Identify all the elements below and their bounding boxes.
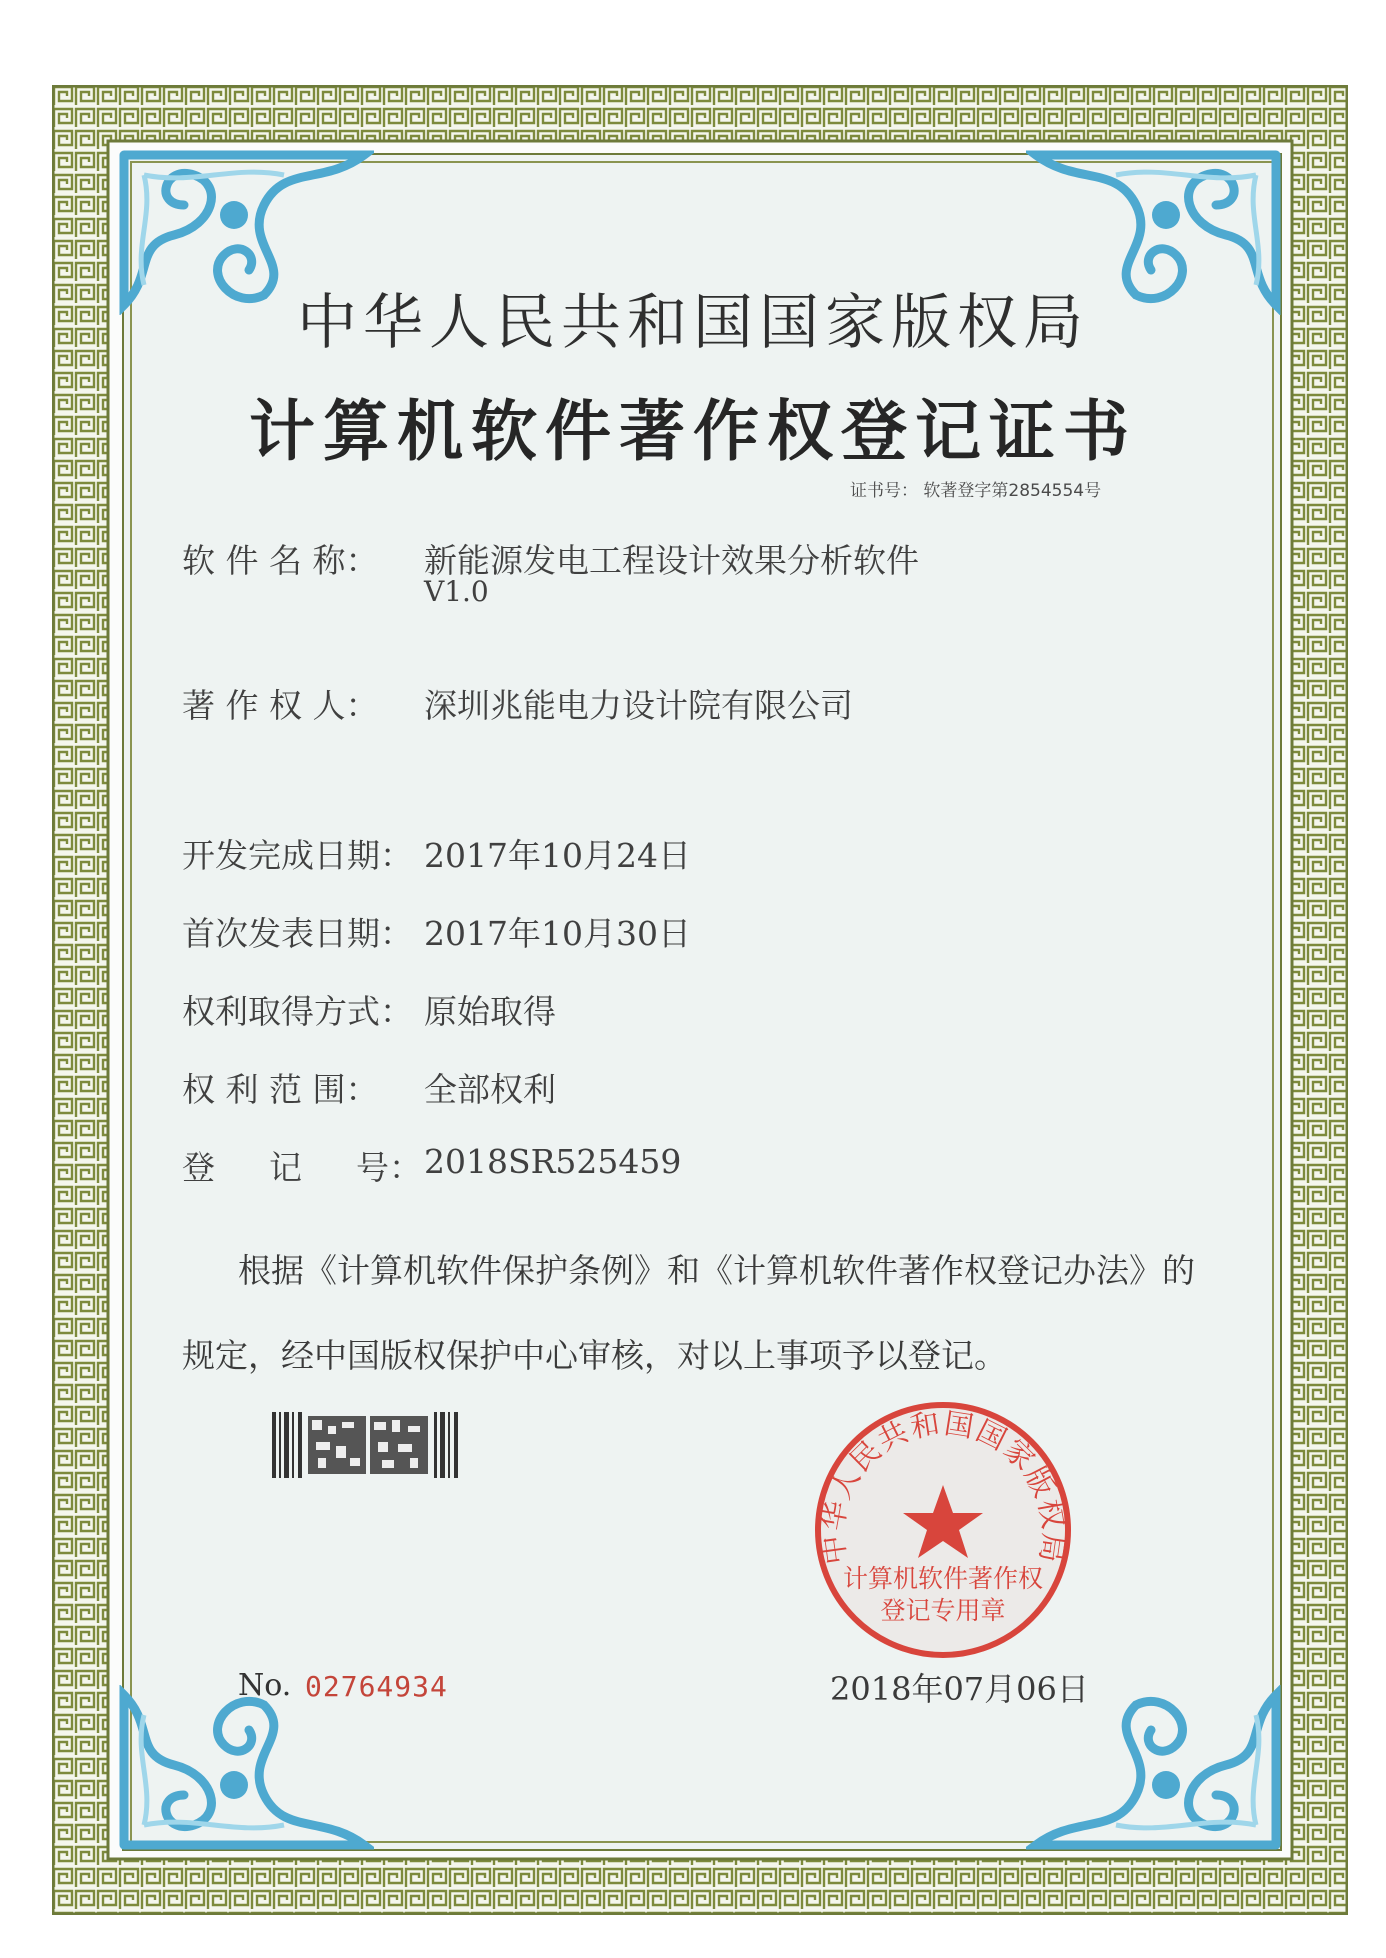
- certificate-number-value: 软著登字第2854554号: [923, 481, 1102, 501]
- certificate-title: 计算机软件著作权登记证书: [249, 392, 1137, 470]
- field-label-publish-date: 首次发表日期：: [182, 914, 413, 953]
- statement-line-1: 根据《计算机软件保护条例》和《计算机软件著作权登记办法》的: [238, 1251, 1195, 1290]
- field-value-registration-no: 2018SR525459: [424, 1142, 682, 1181]
- seal-ring-text: 中华人民共和国国家版权局: [815, 1405, 1071, 1567]
- statement-line-2: 规定，经中国版权保护中心审核，对以上事项予以登记。: [182, 1336, 1007, 1375]
- field-label-scope: 权 利 范 围：: [182, 1070, 379, 1109]
- field-label-dev-date: 开发完成日期：: [182, 836, 413, 875]
- serial-label: No.: [238, 1668, 292, 1703]
- field-label-software-name: 软 件 名 称：: [182, 541, 379, 580]
- certificate-number-label: 证书号：: [850, 481, 918, 501]
- seal-line-1: 计算机软件著作权: [842, 1564, 1044, 1593]
- field-label-registration-no: 登 记 号：: [182, 1148, 422, 1187]
- issuer-title: 中华人民共和国国家版权局: [297, 288, 1089, 358]
- issue-date: 2018年07月06日: [830, 1670, 1089, 1708]
- official-seal: [808, 1395, 1078, 1665]
- field-value-publish-date: 2017年10月30日: [424, 914, 691, 953]
- seal-line-2: 登记专用章: [880, 1596, 1006, 1625]
- barcode-icon: [272, 1412, 462, 1478]
- field-value-owner: 深圳兆能电力设计院有限公司: [424, 686, 853, 725]
- field-value-software-version: V1.0: [424, 575, 489, 608]
- field-value-scope: 全部权利: [424, 1070, 556, 1109]
- field-label-acquisition: 权利取得方式：: [182, 992, 413, 1031]
- corner-ornament-icon: [1026, 1685, 1286, 1855]
- serial-number: 02764934: [305, 1670, 448, 1703]
- field-label-owner: 著 作 权 人：: [182, 686, 379, 725]
- field-value-software-name: 新能源发电工程设计效果分析软件: [424, 541, 919, 580]
- field-value-acquisition: 原始取得: [424, 992, 556, 1031]
- corner-ornament-icon: [114, 1685, 374, 1855]
- field-value-dev-date: 2017年10月24日: [424, 836, 691, 875]
- certificate-number: [850, 476, 1101, 501]
